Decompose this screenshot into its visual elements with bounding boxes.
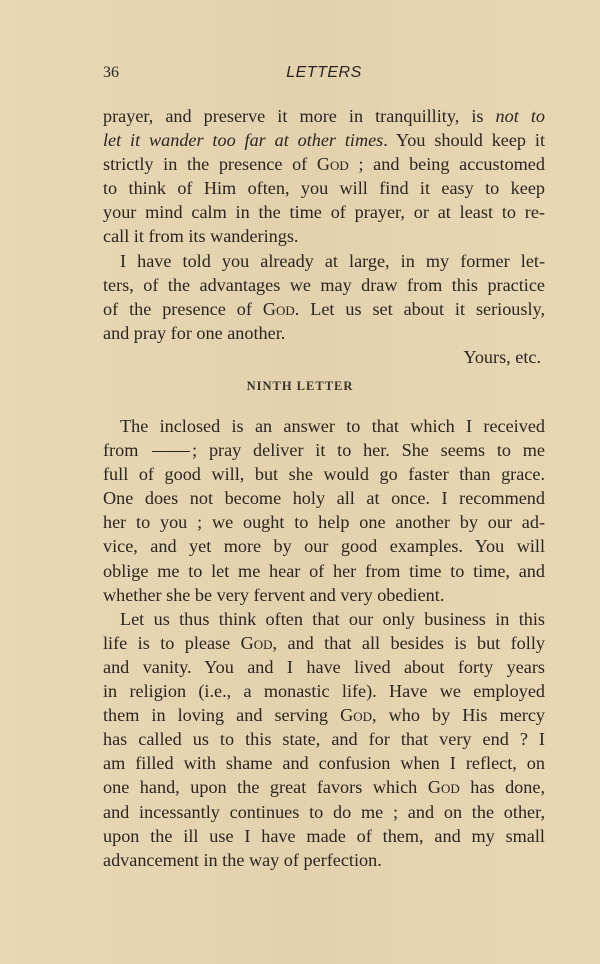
text-run: ; pray deliver it to her. She seems to me (192, 440, 545, 461)
small-caps-word: God (316, 154, 349, 175)
text-run: life is to please (103, 632, 241, 653)
text-line (103, 607, 545, 631)
italic-text: not to (495, 106, 545, 126)
text-run: , and that all besides is but folly (272, 632, 545, 653)
text-line (103, 848, 545, 872)
eighth-letter-paragraph-1 (103, 104, 545, 249)
text-run: full of good will, but she would go faster than grace. (103, 464, 545, 485)
text-run: I have told you already at large, in my former let- (120, 250, 545, 271)
text-run: . You should keep it (383, 130, 545, 151)
text-line (103, 128, 545, 152)
text-line (103, 727, 545, 751)
page-number: 36 (103, 64, 119, 81)
text-run: ; and being accustomed (348, 154, 545, 175)
text-run: ters, of the advantages we may draw from this practice (103, 274, 545, 295)
small-caps-word: God (340, 705, 373, 726)
text-line (103, 751, 545, 775)
text-line (103, 152, 545, 176)
text-run: and vanity. You and I have lived about forty years (103, 656, 545, 677)
small-caps-word: God (427, 777, 460, 798)
text-run: , who by His mercy (372, 705, 546, 726)
text-run: strictly in the presence of (103, 154, 317, 175)
text-run: in religion (i.e., a monastic life). Have we employed (103, 681, 545, 702)
text-line (103, 510, 545, 534)
text-line (103, 200, 545, 224)
letter-closing-block (103, 345, 545, 369)
letter-closing: Yours, etc. (463, 347, 541, 367)
eighth-letter-paragraph-2 (103, 249, 545, 345)
text-run: has done, (459, 777, 545, 798)
italic-text: let it wander too far at other times (103, 130, 384, 151)
text-line (103, 583, 545, 607)
text-run: am filled with shame and confusion when I reflect, on (103, 753, 545, 774)
text-line (103, 800, 545, 824)
text-run: call it from its wanderings. (103, 226, 299, 247)
ninth-letter-paragraph-1 (103, 414, 545, 607)
section-heading: NINTH LETTER (246, 379, 354, 393)
ninth-letter-paragraph-2 (103, 607, 545, 872)
text-line (103, 104, 545, 128)
text-line (103, 679, 545, 703)
text-run: Let us thus think often that our only business in this (120, 608, 545, 629)
text-line (103, 703, 545, 727)
text-line (103, 249, 545, 273)
text-line (103, 273, 545, 297)
blank-dash (152, 451, 190, 452)
text-line (103, 775, 545, 799)
text-line (103, 462, 545, 486)
text-run: to think of Him often, you will find it easy to keep (103, 178, 545, 199)
text-line (103, 414, 545, 438)
text-run: and pray for one another. (103, 322, 286, 343)
text-run: has called us to this state, and for that very end ? I (103, 729, 545, 750)
text-line (103, 631, 545, 655)
text-run: prayer, and preserve it more in tranquillity, is (103, 106, 496, 126)
text-run: advancement in the way of perfection. (103, 849, 382, 870)
text-run: them in loving and serving (103, 705, 341, 726)
text-line (103, 438, 545, 462)
text-line (103, 224, 545, 248)
text-line (103, 824, 545, 848)
text-run: upon the ill use I have made of them, and my small (103, 825, 545, 846)
text-line (103, 297, 545, 321)
text-run: from (103, 440, 151, 461)
text-line (103, 321, 545, 345)
text-run: The inclosed is an answer to that which I received (120, 416, 545, 436)
text-run: her to you ; we ought to help one another by our ad- (103, 512, 545, 533)
text-line (103, 655, 545, 679)
running-head (103, 64, 545, 86)
text-run: oblige me to let me hear of her from time to time, and (103, 560, 545, 581)
text-run: your mind calm in the time of prayer, or at least to re- (103, 202, 545, 223)
running-title: LETTERS (286, 64, 362, 81)
text-line (103, 486, 545, 510)
text-run: one hand, upon the great favors which (103, 777, 428, 798)
small-caps-word: God (262, 298, 295, 319)
text-run: One does not become holy all at once. I recommend (103, 488, 545, 509)
text-run: vice, and yet more by our good examples. You will (103, 536, 545, 557)
text-run: whether she be very fervent and very obedient. (103, 584, 445, 605)
text-line (103, 559, 545, 583)
text-line (103, 176, 545, 200)
small-caps-word: God (240, 632, 273, 653)
text-line (103, 534, 545, 558)
text-run: and incessantly continues to do me ; and on the other, (103, 801, 545, 822)
text-run: of the presence of (103, 298, 263, 319)
text-run: . Let us set about it seriously, (294, 298, 545, 319)
